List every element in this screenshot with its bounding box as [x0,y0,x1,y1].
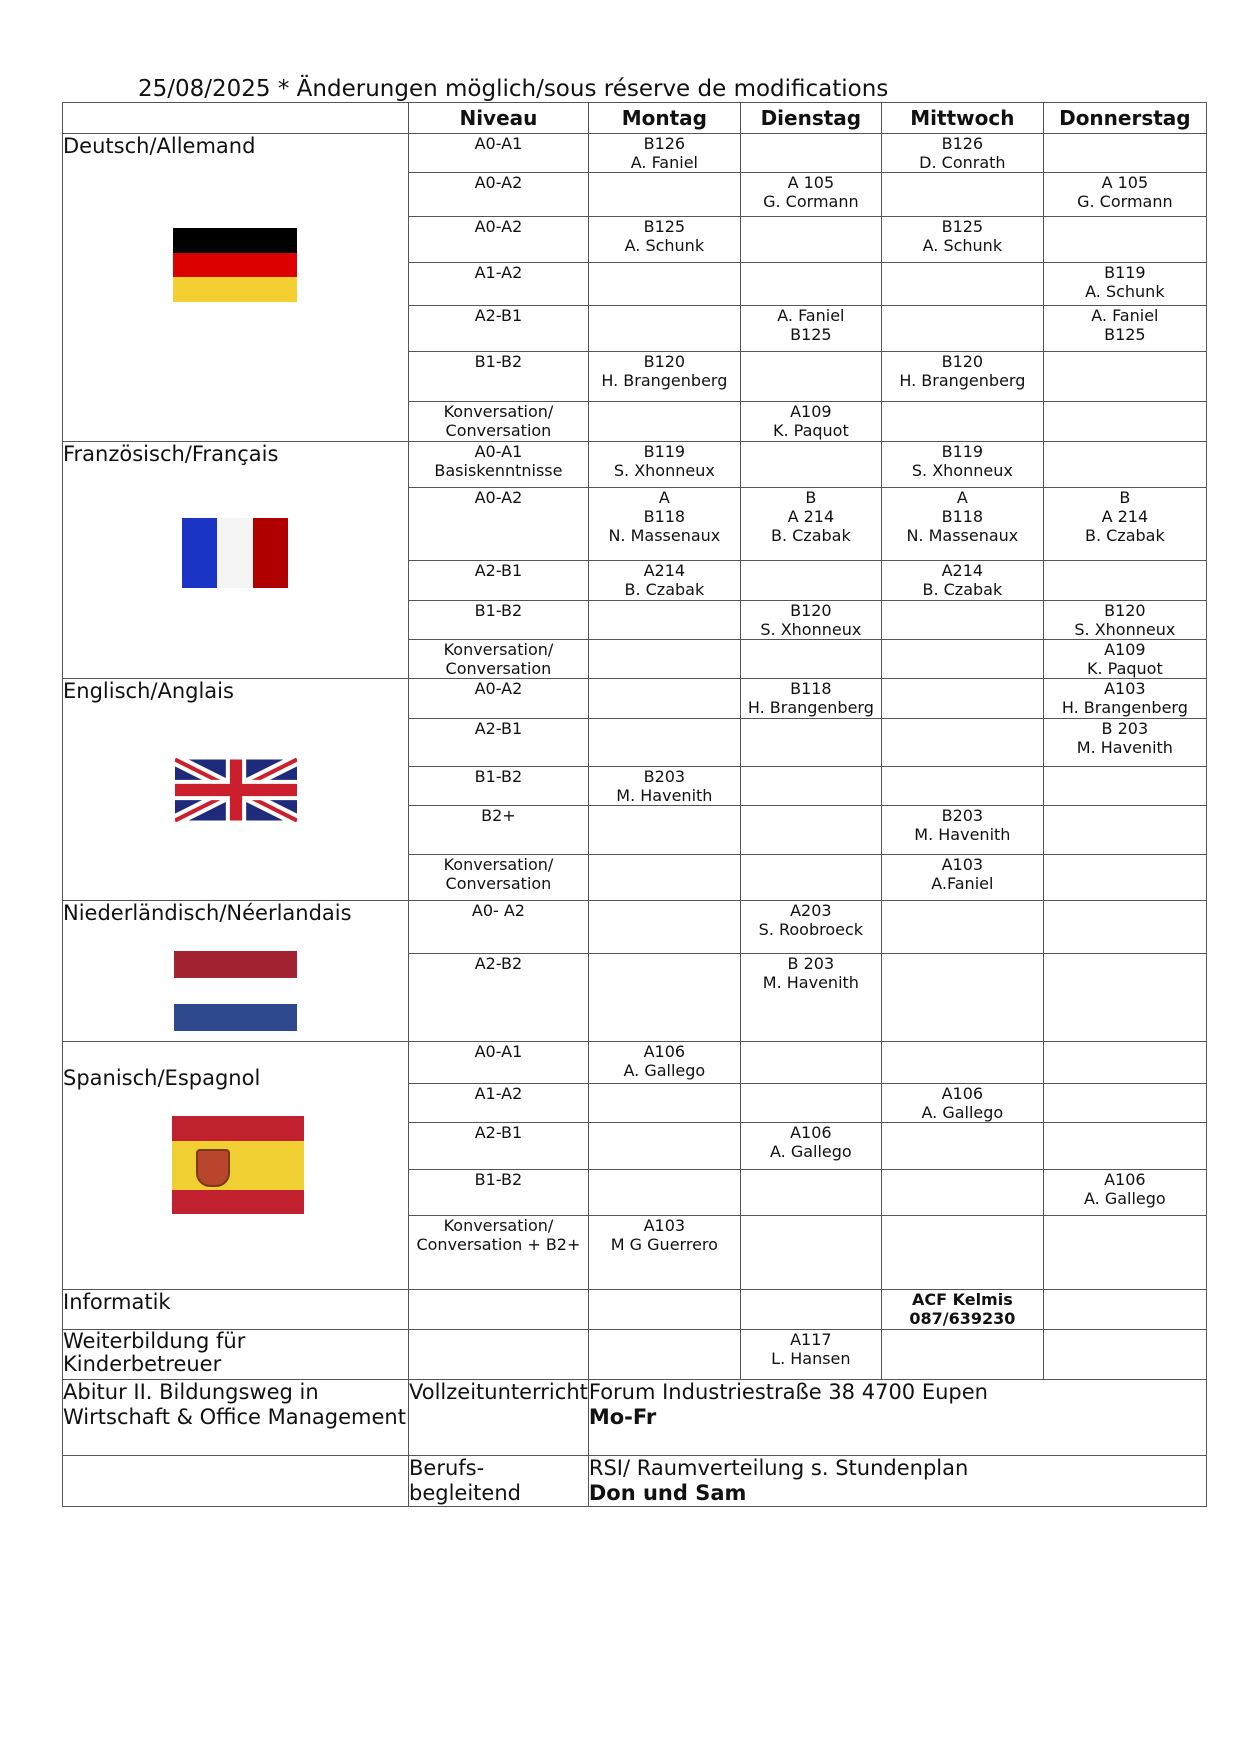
schedule-cell-wed [881,402,1043,442]
schedule-cell-wed [881,561,1043,601]
table-row [63,1042,1207,1084]
schedule-cell-wed [881,806,1043,855]
schedule-cell-mon [588,767,740,806]
schedule-cell-thu [1043,1123,1206,1170]
cell-line: A 105 [787,173,835,192]
language-cell-french [63,442,409,679]
empty-cell [588,1290,740,1330]
schedule-cell-thu [1043,488,1206,561]
schedule-cell-tue [740,640,881,679]
cell-line: A. Gallego [1084,1189,1166,1208]
schedule-cell-thu [1043,1170,1206,1216]
table-row-abitur [63,1456,1207,1507]
schedule-cell-wed [881,173,1043,217]
schedule-cell-tue [740,767,881,806]
table-row-abitur [63,1380,1207,1456]
schedule-cell-mon [588,901,740,954]
level-cell: A0-A2 [409,217,589,263]
schedule-cell-mon [588,173,740,217]
cell-line: A 214 [1101,507,1149,526]
abitur-info-days: Don und Sam [588,1481,747,1505]
cell-line: B [1119,488,1131,507]
schedule-cell-thu [1043,679,1206,719]
cell-line: B120 [643,352,686,371]
level-cell: Konversation/ Conversation + B2+ [409,1216,589,1290]
level-cell: A0-A1 [409,1042,589,1084]
schedule-cell-mon [588,352,740,402]
schedule-cell-mon [588,640,740,679]
cell-line: B125 [643,217,686,236]
cell-line: A214 [941,561,984,580]
table-row [63,134,1207,173]
schedule-cell-mon [588,263,740,306]
schedule-cell-thu [1043,719,1206,767]
abitur-label: Abitur II. Bildungsweg in Wirtschaft & Office Management [63,1380,409,1456]
cell-line: B120 [941,352,984,371]
column-header-wed: Mittwoch [881,103,1043,134]
cell-line: A 214 [787,507,835,526]
abitur-info-line: RSI/ Raumverteilung s. Stundenplan [588,1456,969,1480]
level-cell: A0-A1 Basiskenntnisse [409,442,589,488]
schedule-cell-wed [881,855,1043,901]
schedule-cell-wed [881,901,1043,954]
abitur-info-line: Forum Industriestraße 38 4700 Eupen [588,1380,988,1404]
schedule-cell-wed [881,263,1043,306]
level-cell: A0-A1 [409,134,589,173]
schedule-cell-thu [1043,640,1206,679]
schedule-cell-mon [588,134,740,173]
cell-line: B203 [941,806,984,825]
schedule-cell-tue [740,217,881,263]
schedule-cell-tue [740,1042,881,1084]
table-row [63,679,1207,719]
course-schedule-table [62,102,1207,1507]
schedule-cell-tue [740,719,881,767]
schedule-cell-wed [881,1170,1043,1216]
france-flag-icon [182,518,288,588]
cell-line: L. Hansen [771,1349,851,1368]
column-header-level: Niveau [409,103,589,134]
schedule-cell-mon [588,601,740,640]
empty-cell [1043,1290,1206,1330]
level-cell: B1-B2 [409,352,589,402]
abitur-info [588,1456,1206,1507]
schedule-cell-mon [588,488,740,561]
cell-line: B. Czabak [1084,526,1165,545]
cell-line: A. Faniel [1091,306,1159,325]
schedule-cell-tue [740,601,881,640]
cell-line: A214 [643,561,686,580]
cell-line: B125 [790,325,832,344]
table-row-informatik [63,1290,1207,1330]
language-cell-dutch [63,901,409,1042]
cell-line: ACF Kelmis [911,1290,1013,1309]
schedule-cell-mon [588,217,740,263]
cell-line: A106 [1104,1170,1146,1189]
schedule-cell-wed [881,640,1043,679]
cell-line: B 203 [1101,719,1149,738]
schedule-cell-mon [588,954,740,1042]
empty-cell [1043,1330,1206,1380]
header-row [63,103,1207,134]
cell-line: H. Brangenberg [899,371,1026,390]
level-cell: A0-A2 [409,679,589,719]
cell-line: 087/639230 [909,1309,1016,1328]
language-cell-spanish [63,1042,409,1290]
cell-line: G. Cormann [1077,192,1173,211]
schedule-cell-thu [1043,954,1206,1042]
schedule-cell-thu [1043,306,1206,352]
cell-line: B. Czabak [922,580,1003,599]
schedule-cell-wed [881,1042,1043,1084]
empty-cell [588,1330,740,1380]
cell-line: D. Conrath [919,153,1006,172]
schedule-cell-wed [881,1123,1043,1170]
table-row [63,442,1207,488]
schedule-cell-mon [588,1216,740,1290]
schedule-cell-wed [881,217,1043,263]
cell-line: K. Paquot [1086,659,1163,678]
cell-line: H. Brangenberg [1061,698,1188,717]
schedule-cell-tue [740,1084,881,1123]
cell-line: B120 [790,601,832,620]
abitur-mode: Vollzeitunterricht [409,1380,589,1456]
schedule-cell-mon [588,306,740,352]
cell-line: B118 [941,507,984,526]
schedule-cell-wed [881,1216,1043,1290]
abitur-info-days: Mo-Fr [588,1405,657,1429]
weiterbildung-label: Weiterbildung für Kinderbetreuer [63,1330,409,1380]
schedule-cell-tue [740,402,881,442]
schedule-cell-tue [740,352,881,402]
schedule-cell-wed [881,306,1043,352]
schedule-cell-thu [1043,217,1206,263]
level-cell: A0-A2 [409,488,589,561]
level-cell: B2+ [409,806,589,855]
language-cell-english [63,679,409,901]
cell-line: M. Havenith [914,825,1011,844]
cell-line: A. Schunk [922,236,1003,255]
schedule-cell-tue [740,679,881,719]
table-row [63,901,1207,954]
language-name: Englisch/Anglais [63,679,234,703]
schedule-cell-tue [740,1216,881,1290]
schedule-cell-thu [1043,767,1206,806]
spain-flag-icon [172,1116,304,1214]
cell-line: H. Brangenberg [601,371,728,390]
language-name: Spanisch/Espagnol [63,1066,261,1090]
schedule-cell-wed [881,679,1043,719]
schedule-cell-tue [740,954,881,1042]
cell-line: B [805,488,817,507]
schedule-cell-thu [1043,402,1206,442]
cell-line: A109 [790,402,832,421]
cell-line: A. Schunk [624,236,705,255]
language-name: Französisch/Français [63,442,279,466]
cell-line: B118 [790,679,832,698]
schedule-cell-tue [740,263,881,306]
cell-line: A. Faniel [777,306,845,325]
cell-line: N. Massenaux [608,526,721,545]
schedule-cell-wed [881,601,1043,640]
level-cell: Konversation/ Conversation [409,855,589,901]
cell-line: A117 [790,1330,832,1349]
cell-line: A203 [790,901,832,920]
schedule-cell-wed [881,719,1043,767]
schedule-cell-tue [740,134,881,173]
cell-line: A109 [1104,640,1146,659]
level-cell: A0- A2 [409,901,589,954]
cell-line: S. Xhonneux [911,461,1013,480]
cell-line: A. Gallego [770,1142,852,1161]
schedule-cell-mon [588,719,740,767]
cell-line: M. Havenith [762,973,859,992]
cell-line: B119 [1104,263,1146,282]
schedule-cell-thu [1043,442,1206,488]
schedule-cell-thu [1043,1084,1206,1123]
informatik-label: Informatik [63,1290,409,1330]
level-cell: B1-B2 [409,601,589,640]
cell-line: A. Gallego [623,1061,706,1080]
abitur-mode: Berufs-begleitend [409,1456,589,1507]
schedule-cell-thu [1043,173,1206,217]
schedule-cell-tue [740,488,881,561]
cell-line: B119 [643,442,686,461]
schedule-cell-tue [740,855,881,901]
schedule-cell-mon [588,1042,740,1084]
language-name: Niederländisch/Néerlandais [63,901,352,925]
cell-line: B120 [1104,601,1146,620]
cell-line: B 203 [787,954,835,973]
schedule-cell-thu [1043,1042,1206,1084]
cell-line: A. Schunk [1085,282,1165,301]
cell-line: A106 [941,1084,984,1103]
cell-line: S. Xhonneux [1074,620,1176,639]
cell-line: B118 [643,507,686,526]
schedule-cell-mon [588,806,740,855]
cell-line: S. Xhonneux [760,620,862,639]
uk-flag-icon [175,755,297,825]
cell-line: B126 [941,134,984,153]
cell-line: A. Faniel [630,153,698,172]
schedule-cell-thu [1043,263,1206,306]
cell-line: A103 [941,855,984,874]
abitur-empty [63,1456,409,1507]
header-blank [63,103,409,134]
cell-line: S. Roobroeck [758,920,864,939]
schedule-cell-wed [881,488,1043,561]
cell-line: A103 [1104,679,1146,698]
schedule-cell-thu [1043,855,1206,901]
level-cell: A2-B1 [409,561,589,601]
level-cell: B1-B2 [409,1170,589,1216]
schedule-cell-tue [740,442,881,488]
cell-line: A 105 [1101,173,1149,192]
schedule-cell-tue [740,806,881,855]
informatik-wednesday [881,1290,1043,1330]
cell-line: A103 [643,1216,686,1235]
schedule-cell-wed [881,442,1043,488]
schedule-cell-thu [1043,601,1206,640]
column-header-thu: Donnerstag [1043,103,1206,134]
level-cell: A0-A2 [409,173,589,217]
schedule-cell-tue [740,561,881,601]
cell-line: M. Havenith [616,786,713,805]
cell-line: B203 [643,767,686,786]
schedule-cell-thu [1043,352,1206,402]
level-cell: A1-A2 [409,1084,589,1123]
cell-line: B. Czabak [624,580,705,599]
schedule-cell-mon [588,561,740,601]
schedule-cell-mon [588,855,740,901]
schedule-cell-thu [1043,1216,1206,1290]
level-cell: Konversation/ Conversation [409,402,589,442]
schedule-cell-mon [588,442,740,488]
cell-line: G. Cormann [763,192,859,211]
schedule-cell-wed [881,1084,1043,1123]
cell-line: A [658,488,670,507]
netherlands-flag-icon [174,951,297,1031]
cell-line: A.Faniel [931,874,994,893]
language-cell-german [63,134,409,442]
cell-line: B125 [941,217,984,236]
level-cell: A2-B2 [409,954,589,1042]
cell-line: S. Xhonneux [613,461,715,480]
empty-cell [881,1330,1043,1380]
germany-flag-icon [173,228,297,302]
cell-line: K. Paquot [772,421,849,440]
column-header-mon: Montag [588,103,740,134]
schedule-cell-wed [881,767,1043,806]
level-cell: A2-B1 [409,306,589,352]
cell-line: B119 [941,442,984,461]
level-cell: Konversation/ Conversation [409,640,589,679]
abitur-info [588,1380,1206,1456]
schedule-cell-mon [588,1170,740,1216]
schedule-cell-tue [740,1123,881,1170]
level-cell: A2-B1 [409,719,589,767]
schedule-cell-wed [881,134,1043,173]
cell-line: B126 [643,134,686,153]
schedule-cell-thu [1043,134,1206,173]
schedule-cell-mon [588,1084,740,1123]
cell-line: M G Guerrero [610,1235,718,1254]
cell-line: B. Czabak [770,526,851,545]
cell-line: A. Gallego [921,1103,1004,1122]
schedule-cell-tue [740,173,881,217]
language-name: Deutsch/Allemand [63,134,256,158]
schedule-cell-thu [1043,901,1206,954]
schedule-cell-mon [588,402,740,442]
schedule-cell-mon [588,679,740,719]
schedule-cell-tue [740,306,881,352]
table-row-weiterbildung [63,1330,1207,1380]
schedule-cell-thu [1043,561,1206,601]
cell-line: A106 [790,1123,832,1142]
schedule-cell-wed [881,954,1043,1042]
cell-line: M. Havenith [1076,738,1173,757]
schedule-cell-tue [740,901,881,954]
weiterbildung-tuesday [740,1330,881,1380]
empty-cell [409,1290,589,1330]
cell-line: B125 [1104,325,1146,344]
level-cell: A2-B1 [409,1123,589,1170]
document-header: 25/08/2025 * Änderungen möglich/sous réserve de modifications [138,76,889,102]
schedule-cell-wed [881,352,1043,402]
schedule-cell-mon [588,1123,740,1170]
cell-line: A106 [643,1042,686,1061]
column-header-tue: Dienstag [740,103,881,134]
cell-line: H. Brangenberg [747,698,874,717]
level-cell: A1-A2 [409,263,589,306]
schedule-cell-thu [1043,806,1206,855]
cell-line: N. Massenaux [906,526,1019,545]
empty-cell [409,1330,589,1380]
schedule-cell-tue [740,1170,881,1216]
empty-cell [740,1290,881,1330]
level-cell: B1-B2 [409,767,589,806]
cell-line: A [956,488,968,507]
